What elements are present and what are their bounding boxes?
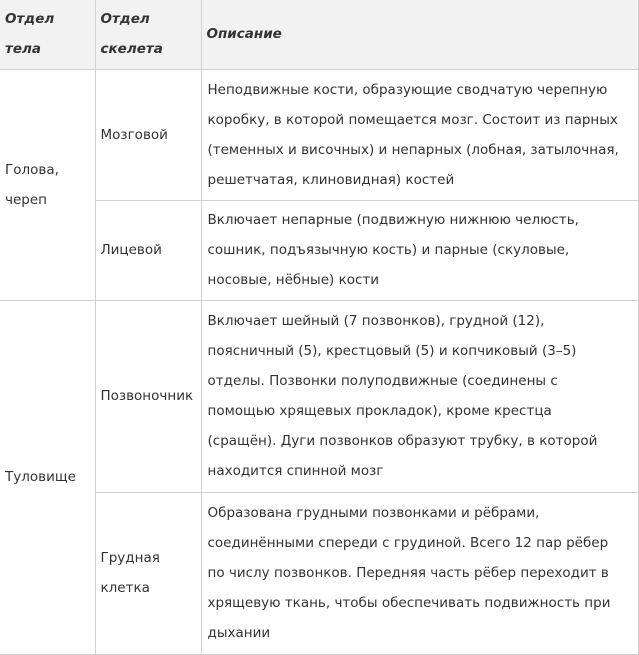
cell-text-line: Позвоночник [100, 388, 194, 404]
cell-text-line: (сращён). Дуги позвонков образуют трубку, в которой [207, 433, 598, 449]
cell-text-line: Мозговой [100, 126, 168, 143]
cell-text-line: Включает непарные (подвижную нижнюю челюсть, [207, 212, 579, 228]
cell-text-line: поясничный (5), крестцовый (5) и копчиковый (3–5) [207, 343, 577, 359]
body-part-cell [0, 300, 95, 654]
cell-text-line: (теменных и височных) и непарных (лобная, затылочная, [207, 141, 619, 158]
header-text: Отдел [5, 11, 55, 28]
cell-text-line: Грудная [100, 550, 160, 566]
header-text: тела [5, 41, 41, 58]
cell-text-line: дыхании [207, 625, 271, 641]
table-row [0, 492, 638, 654]
skeleton-section-cell [95, 69, 201, 200]
header-skeleton-section [95, 0, 201, 69]
cell-text-line: соединёнными спереди с грудиной. Всего 12 пар рёбер [207, 535, 609, 551]
header-body-part [0, 0, 95, 69]
cell-text-line: по числу позвонков. Передняя часть рёбер переходит в [207, 565, 609, 581]
cell-text-line: сошник, подъязычную кость) и парные (скуловые, [207, 242, 570, 258]
skeleton-section-cell [95, 300, 201, 492]
header-text: Отдел [100, 11, 150, 28]
table-row [0, 69, 638, 200]
table-row [0, 300, 638, 492]
cell-text-line: хрящевую ткань, чтобы обеспечивать подвижность при [207, 595, 611, 611]
skeleton-section-cell [95, 200, 201, 300]
cell-text-line: находится спинной мозг [207, 463, 384, 479]
description-cell [201, 69, 638, 200]
table-header-row [0, 0, 638, 69]
cell-text-line: помощью хрящевых прокладок), кроме крестца [207, 403, 552, 419]
header-description: Описание [201, 0, 638, 69]
cell-text-line: Неподвижные кости, образующие сводчатую черепную [207, 81, 608, 98]
cell-text-line: Образована грудными позвонками и рёбрами, [207, 505, 540, 521]
cell-text-line: носовые, нёбные) кости [207, 272, 380, 288]
cell-text-line: клетка [100, 580, 150, 596]
cell-text-line: коробку, в которой помещается мозг. Состоит из парных [207, 111, 618, 128]
skeleton-section-cell [95, 492, 201, 654]
cell-text-line: Лицевой [100, 242, 162, 258]
table-row [0, 200, 638, 300]
cell-text-line: Включает шейный (7 позвонков), грудной (12), [207, 313, 545, 329]
cell-text-line: решетчатая, клиновидная) костей [207, 171, 455, 188]
header-text: скелета [100, 41, 163, 58]
description-cell [201, 492, 638, 654]
cell-text-line: отделы. Позвонки полуподвижные (соединены с [207, 373, 558, 389]
cell-text-line: череп [5, 191, 47, 208]
cell-text-line: Голова, [5, 161, 59, 178]
cell-text-line: Туловище [5, 469, 76, 485]
description-cell [201, 300, 638, 492]
description-cell [201, 200, 638, 300]
body-part-cell [0, 69, 95, 300]
